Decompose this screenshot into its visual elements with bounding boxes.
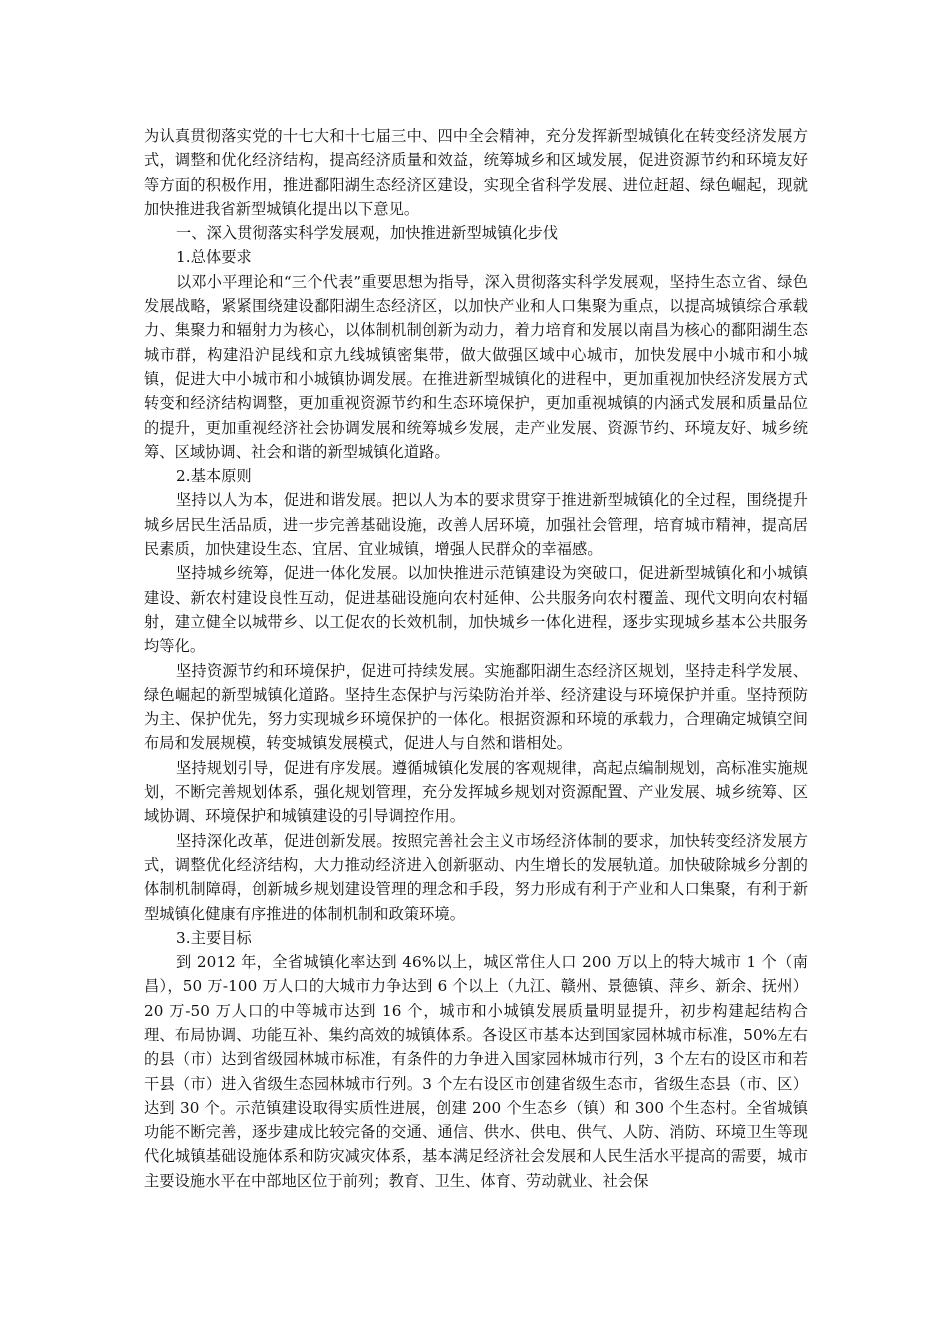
principle-paragraph: 坚持深化改革，促进创新发展。按照完善社会主义市场经济体制的要求，加快转变经济发展方式，调整优化经济结构，大力推动经济进入创新驱动、内生增长的发展轨道。加快破除城乡分割的体制机制障碍，创新城乡规划建设管理的理念和手段，努力形成有利于产业和人口集聚，有利于新型城镇化健康有序推进的体制机制和政策环境。 (144, 831, 808, 923)
subsection-heading-general-requirements: 1.总体要求 (176, 248, 252, 267)
general-requirements-paragraph: 以邓小平理论和“三个代表”重要思想为指导，深入贯彻落实科学发展观，坚持生态立省、绿色发展战略，紧紧围绕建设鄱阳湖生态经济区，以加快产业和人口集聚为重点，以提高城镇综合承载力、集聚力和辐射力为核心，以体制机制创新为动力，着力培育和发展以南昌为核心的鄱阳湖生态城市群，构建沿沪昆线和京九线城镇密集带，做大做强区域中心城市，加快发展中小城市和小城镇，促进大中小城市和小城镇协调发展。在推进新型城镇化的进程中，更加重视加快经济发展方式转变和经济结构调整，更加重视资源节约和生态环境保护，更加重视城镇的内涵式发展和质量品位的提升，更加重视经济社会协调发展和统筹城乡发展，走产业发展、资源节约、环境友好、城乡统筹、区域协调、社会和谐的新型城镇化道路。 (144, 272, 808, 461)
principle-paragraph: 坚持规划引导，促进有序发展。遵循城镇化发展的客观规律，高起点编制规划，高标准实施规划，不断完善规划体系，强化规划管理，充分发挥城乡规划对资源配置、产业发展、城乡统筹、区域协调、环境保护和城镇建设的引导调控作用。 (144, 758, 808, 826)
subsection-heading-main-goals: 3.主要目标 (176, 928, 252, 947)
subsection-heading-basic-principles: 2.基本原则 (176, 467, 252, 486)
main-goals-paragraph: 到 2012 年，全省城镇化率达到 46%以上，城区常住人口 200 万以上的特大城市 1 个（南昌），50 万-100 万人口的大城市力争达到 6 个以上（九江、赣州、景德镇、萍乡、新余、抚州）20 万-50 万人口的中等城市达到 16 个，城市和小城镇发展质量明显提升，初步构建起结构合理、布局协调、功能互补、集约高效的城镇体系。各设区市基本达到国家园林城市标准，50%左右的县（市）达到省级园林城市标准，有条件的力争进入国家园林城市行列，3 个左右的设区市和若干县（市）进入省级生态园林城市行列。3 个左右设区市创建省级生态市，省级生态县（市、区）达到 30 个。示范镇建设取得实质性进展，创建 200 个生态乡（镇）和 300 个生态村。全省城镇功能不断完善，逐步建成比较完备的交通、通信、供水、供电、供气、人防、消防、环境卫生等现代化城镇基础设施体系和防灾减灾体系，基本满足经济社会发展和人民生活水平提高的需要，城市主要设施水平在中部地区位于前列；教育、卫生、体育、劳动就业、社会保 (144, 953, 808, 1190)
document-body (144, 124, 808, 1193)
intro-paragraph: 为认真贯彻落实党的十七大和十七届三中、四中全会精神，充分发挥新型城镇化在转变经济发展方式，调整和优化经济结构，提高经济质量和效益，统筹城乡和区域发展，促进资源节约和环境友好等方面的积极作用，推进鄱阳湖生态经济区建设，实现全省科学发展、进位赶超、绿色崛起，现就加快推进我省新型城镇化提出以下意见。 (144, 127, 808, 218)
principle-paragraph: 坚持资源节约和环境保护，促进可持续发展。实施鄱阳湖生态经济区规划，坚持走科学发展、绿色崛起的新型城镇化道路。坚持生态保护与污染防治并举、经济建设与环境保护并重。坚持预防为主、保护优先，努力实现城乡环境保护的一体化。根据资源和环境的承载力，合理确定城镇空间布局和发展规模，转变城镇发展模式，促进人与自然和谐相处。 (144, 661, 808, 753)
section-heading: 一、深入贯彻落实科学发展观，加快推进新型城镇化步伐 (176, 224, 559, 243)
principle-paragraph: 坚持以人为本，促进和谐发展。把以人为本的要求贯穿于推进新型城镇化的全过程，围绕提升城乡居民生活品质，进一步完善基础设施，改善人居环境，加强社会管理，培育城市精神，提高居民素质，加快建设生态、宜居、宜业城镇，增强人民群众的幸福感。 (144, 491, 808, 559)
principle-paragraph: 坚持城乡统筹，促进一体化发展。以加快推进示范镇建设为突破口，促进新型城镇化和小城镇建设、新农村建设良性互动，促进基础设施向农村延伸、公共服务向农村覆盖、现代文明向农村辐射，建立健全以城带乡、以工促农的长效机制，加快城乡一体化进程，逐步实现城乡基本公共服务均等化。 (144, 564, 808, 656)
